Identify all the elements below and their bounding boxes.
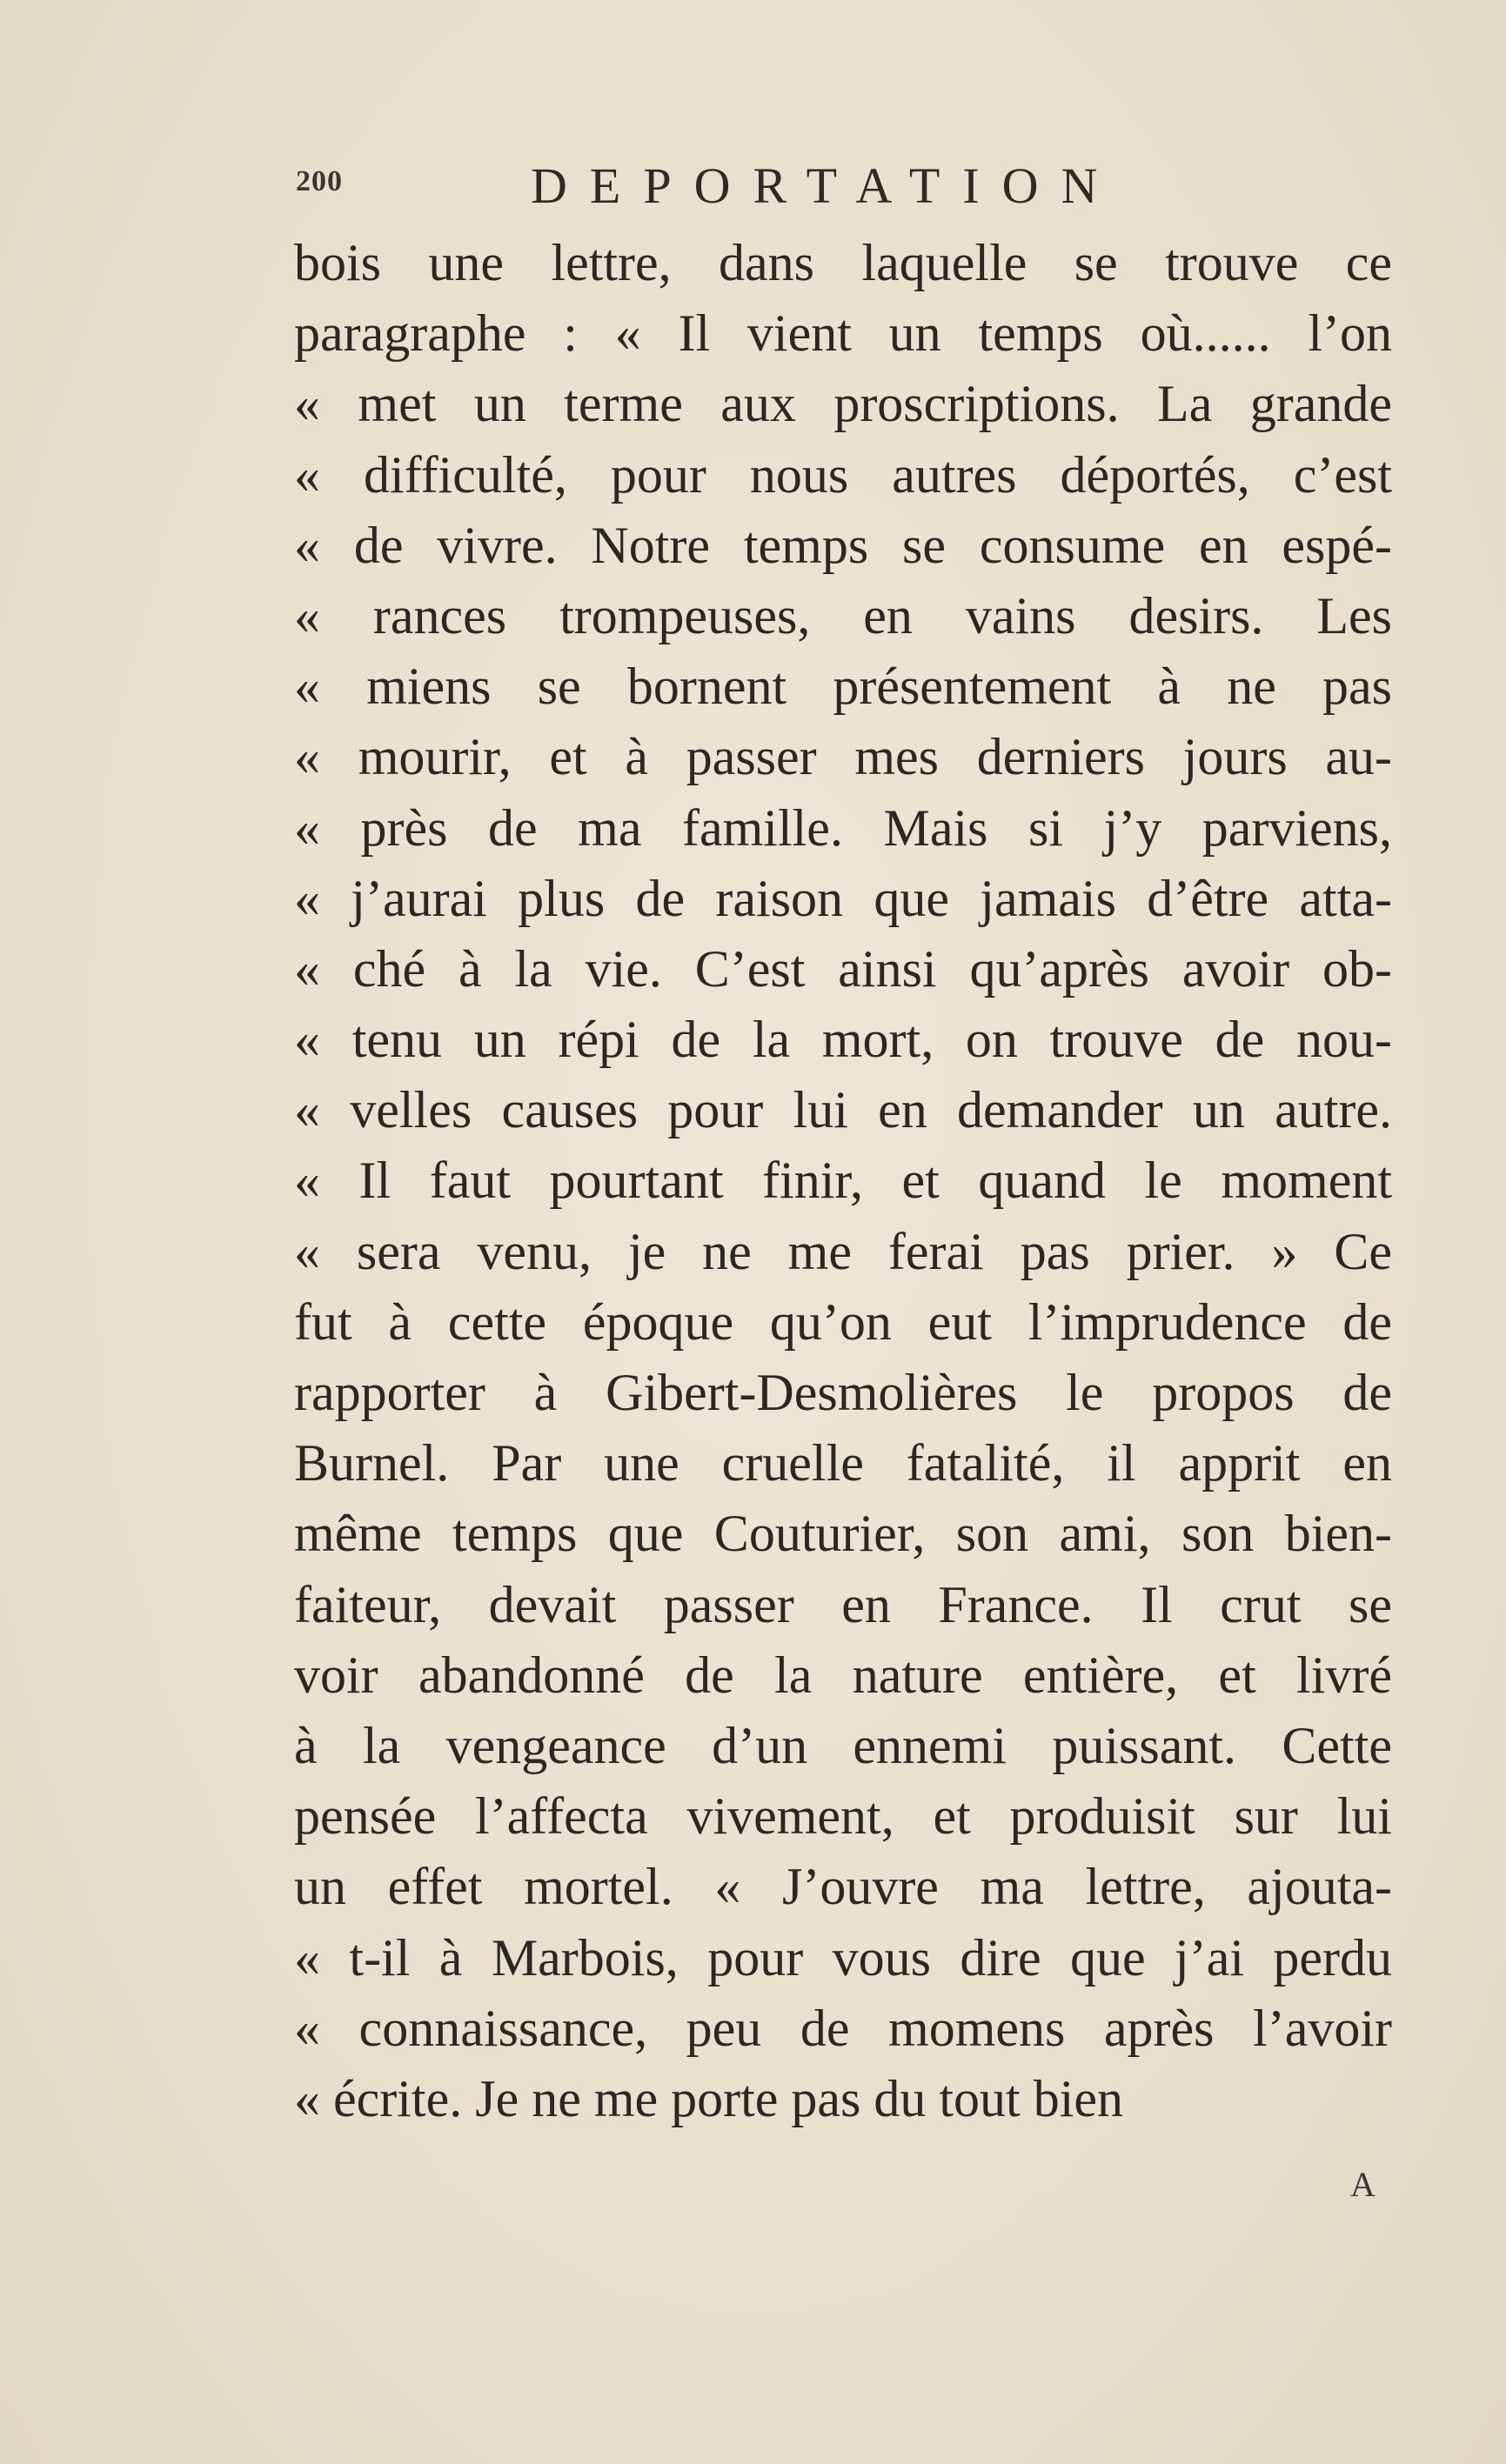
text-line: « t-il à Marbois, pour vous dire que j’ai perdu xyxy=(294,1928,1392,1987)
text-line: « près de ma famille. Mais si j’y parviens, xyxy=(294,798,1392,857)
catchword: A xyxy=(1350,2165,1375,2204)
text-line: « rances trompeuses, en vains desirs. Les xyxy=(294,586,1392,644)
text-line: même temps que Couturier, son ami, son bien- xyxy=(294,1505,1392,1563)
text-line: « miens se bornent présentement à ne pas xyxy=(294,658,1392,716)
text-line: voir abandonné de la nature entière, et livré xyxy=(294,1646,1392,1704)
text-line: « met un terme aux proscriptions. La grande xyxy=(294,375,1392,433)
text-line: rapporter à Gibert-Desmolières le propos de xyxy=(294,1364,1392,1421)
text-line: « mourir, et à passer mes derniers jours au- xyxy=(294,728,1392,786)
text-line: paragraphe : « Il vient un temps où...... l’on xyxy=(294,304,1392,363)
text-line: « sera venu, je ne me ferai pas prier. » Ce xyxy=(294,1222,1392,1280)
page-header xyxy=(296,157,1392,217)
text-line: « velles causes pour lui en demander un autre. xyxy=(294,1081,1392,1139)
text-line: « écrite. Je ne me porte pas du tout bien xyxy=(294,2069,1124,2127)
text-line: « Il faut pourtant finir, et quand le moment xyxy=(294,1152,1392,1210)
text-line: faiteur, devait passer en France. Il crut se xyxy=(294,1575,1392,1633)
text-line: Burnel. Par une cruelle fatalité, il apprit en xyxy=(294,1434,1392,1492)
text-line: fut à cette époque qu’on eut l’imprudence de xyxy=(294,1292,1392,1351)
page-number: 200 xyxy=(296,165,343,197)
running-head: DEPORTATION xyxy=(531,157,1121,214)
text-line: pensée l’affecta vivement, et produisit sur lui xyxy=(294,1787,1392,1846)
body-text xyxy=(294,228,1392,2134)
text-line: « ché à la vie. C’est ainsi qu’après avoir ob- xyxy=(294,939,1392,998)
text-line: à la vengeance d’un ennemi puissant. Cette xyxy=(294,1716,1392,1774)
text-line: « difficulté, pour nous autres déportés, c’est xyxy=(294,445,1392,504)
text-line: « j’aurai plus de raison que jamais d’être atta- xyxy=(294,869,1392,927)
text-line: un effet mortel. « J’ouvre ma lettre, ajouta- xyxy=(294,1858,1392,1916)
text-line: « tenu un répi de la mort, on trouve de nou- xyxy=(294,1011,1392,1069)
text-line: bois une lettre, dans laquelle se trouve ce xyxy=(294,234,1392,291)
text-line: « de vivre. Notre temps se consume en espé- xyxy=(294,516,1392,574)
text-line: « connaissance, peu de momens après l’avoir xyxy=(294,1999,1392,2057)
